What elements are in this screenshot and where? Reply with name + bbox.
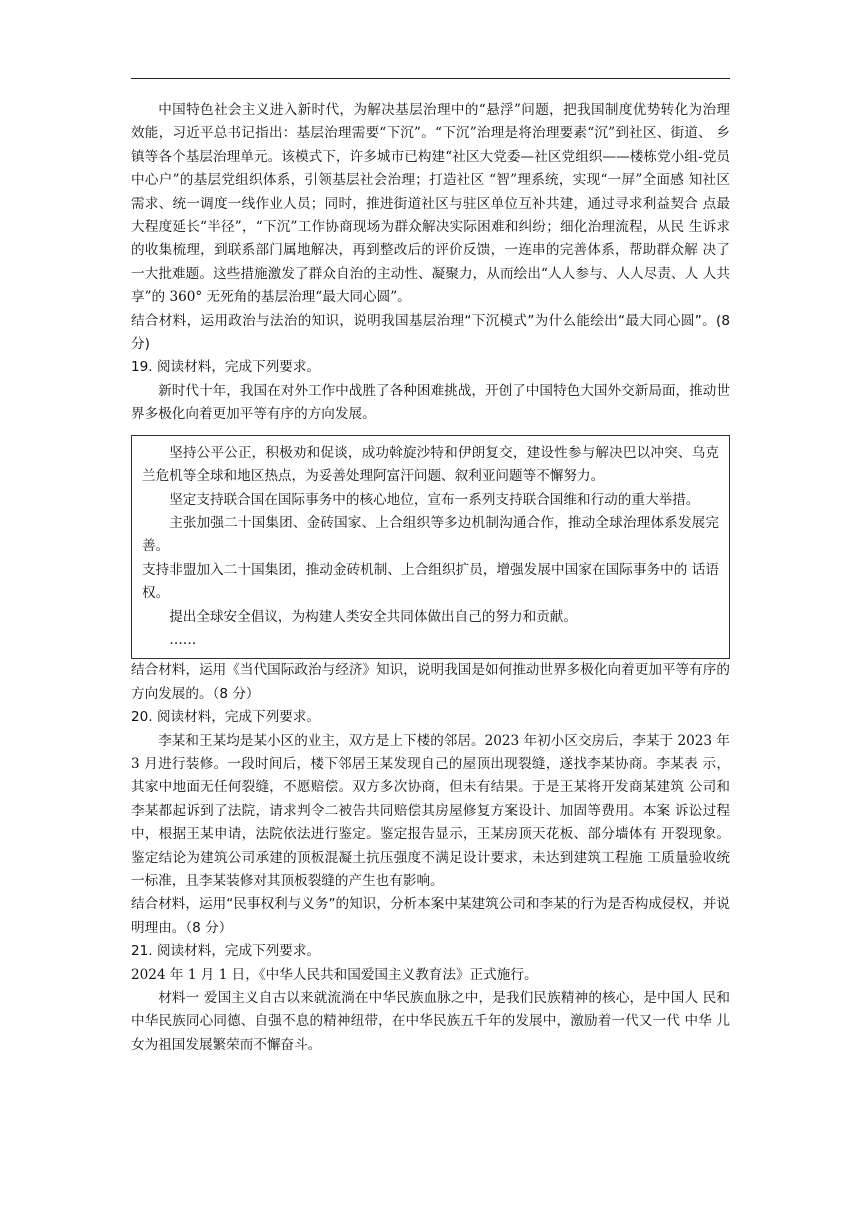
q21-material1: 材料一 爱国主义自古以来就流淌在中华民族血脉之中，是我们民族精神的核心，是中国人 民和中华民族同心同德、自强不息的精神纽带，在中华民族五千年的发展中，激励着一代又一代 中华 儿女为祖国发展繁荣而不懈奋斗。	[131, 990, 730, 1053]
q19-box-item: 提出全球安全倡议，为构建人类安全共同体做出自己的努力和贡献。	[169, 608, 577, 625]
q18-material: 中国特色社会主义进入新时代，为解决基层治理中的“悬浮”问题，把我国制度优势转化为治理 效能，习近平总书记指出：基层治理需要“下沉”。“下沉”治理是将治理要素“沉”到社区、街道、 乡镇等各个基层治理单元。该模式下，许多城市已构建“社区大党委—社区党组织——楼栋党小组-党员中心户”的基层党组织体系，引领基层社会治理；打造社区 “智”理系统，实现“一屏”全面感 知社区需求、统一调度一线作业人员；同时，推进街道社区与驻区单位互补共建，通过寻求利益契合 点最大程度延长“半径”，“下沉”工作协商现场为群众解决实际困难和纠纷；细化治理流程，从民 生诉求的收集梳理，到联系部门属地解决，再到整改后的评价反馈，一连串的完善体系，帮助群众解 决了一大批难题。这些措施激发了群众自治的主动性、凝聚力，从而绘出“人人参与、人人尽责、人 人共享”的 360° 无死角的基层治理“最大同心圆”。	[131, 102, 730, 306]
q19-intro: 新时代十年，我国在对外工作中战胜了各种困难挑战，开创了中国特色大国外交新局面，推动世 界多极化向着更加平等有序的方向发展。	[131, 382, 730, 423]
q19-heading: 19. 阅读材料，完成下列要求。	[131, 359, 321, 376]
q19-box-item: 支持非盟加入二十国集团，推动金砖机制、上合组织扩员，增强发展中国家在国际事务中的 话语权。	[142, 561, 719, 602]
header-rule	[131, 78, 730, 79]
q19-box-item: 坚定支持联合国在国际事务中的核心地位，宣布一系列支持联合国维和行动的重大举措。	[169, 491, 700, 508]
q20-material: 李某和王某均是某小区的业主，双方是上下楼的邻居。2023 年初小区交房后，李某于 2023 年 3 月进行装修。一段时间后，楼下邻居王某发现自己的屋顶出现裂缝，遂找李某协商。李某表 示，其家中地面无任何裂缝，不愿赔偿。双方多次协商，但未有结果。于是王某将开发商某建筑 公司和李某都起诉到了法院，请求判令二被告共同赔偿其房屋修复方案设计、加固等费用。本案 诉讼过程中，根据王某申请，法院依法进行鉴定。鉴定报告显示，王某房顶天花板、部分墙体有 开裂现象。鉴定结论为建筑公司承建的顶板混凝土抗压强度不满足设计要求，未达到建筑工程施 工质量验收统一标准，且李某装修对其顶板裂缝的产生也有影响。	[131, 732, 730, 889]
q20-heading: 20. 阅读材料，完成下列要求。	[131, 709, 321, 726]
q19-material-box	[131, 435, 730, 660]
q18-task: 结合材料，运用政治与法治的知识，说明我国基层治理“下沉模式”为什么能绘出“最大同心圆”。(8 分)	[131, 312, 730, 353]
exam-page	[131, 99, 730, 1057]
q19-box-item: 主张加强二十国集团、金砖国家、上合组织等多边机制沟通合作，推动全球治理体系发展完 善。	[142, 514, 719, 555]
q19-box-item: 坚持公平公正，积极劝和促谈，成功斡旋沙特和伊朗复交，建设性参与解决巴以冲突、乌克 兰危机等全球和地区热点，为妥善处理阿富汗问题、叙利亚问题等不懈努力。	[142, 444, 719, 485]
q19-task: 结合材料，运用《当代国际政治与经济》知识，说明我国是如何推动世界多极化向着更加平等有序的 方向发展的。（8 分）	[131, 662, 730, 702]
q21-heading: 21. 阅读材料，完成下列要求。	[131, 943, 321, 960]
q19-box-ellipsis: ……	[169, 631, 197, 648]
q21-date-line: 2024 年 1 月 1 日，《中华人民共和国爱国主义教育法》正式施行。	[131, 966, 538, 983]
q20-task: 结合材料，运用“民事权利与义务”的知识，分析本案中某建筑公司和李某的行为是否构成侵权，并说明理由。（8 分）	[131, 896, 730, 936]
